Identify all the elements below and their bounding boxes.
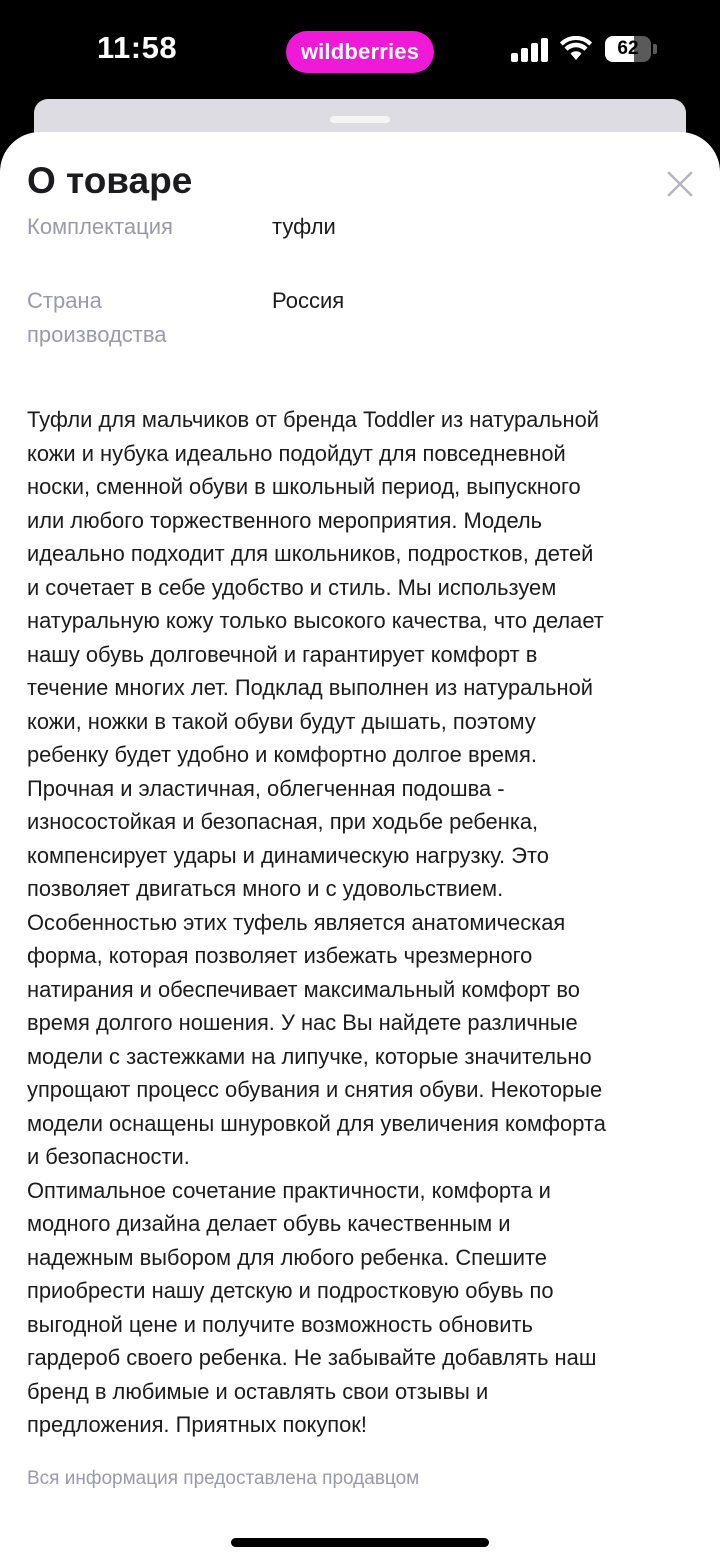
sheet-drag-handle[interactable]	[330, 116, 390, 123]
sheet-title: О товаре	[27, 160, 193, 201]
status-bar	[0, 0, 720, 100]
spec-label: Страна производства	[27, 288, 167, 347]
home-indicator[interactable]	[231, 1538, 489, 1547]
spec-value: Россия	[272, 288, 345, 313]
close-icon[interactable]	[660, 164, 700, 204]
seller-info-note: Вся информация предоставлена продавцом	[27, 1468, 420, 1489]
brand-logo-pill: wildberries	[286, 31, 434, 73]
product-description: Туфли для мальчиков от бренда Toddler из натуральной кожи и нубука идеально подойдут для повседневной носки, сменной обуви в школьный период, выпускного или любого торжественного мероприятия. Модель идеально подходит для школьников, подростков, детей и сочетает в себе удобство и стиль. Мы используем натуральную кожу только высокого качества, что делает нашу обувь долговечной и гарантирует комфорт в течение многих лет. Подклад выполнен из натуральной кожи, ножки в такой обуви будут дышать, поэтому ребенку будет удобно и комфортно долгое время. Прочная и эластичная, облегченная подошва - износостойкая и безопасная, при ходьбе ребенка, компенсирует удары и динамическую нагрузку. Это позволяет двигаться много и с удовольствием. Особенностью этих туфель является анатомическая форма, которая позволяет избежать чрезмерного натирания и обеспечивает максимальный комфорт во время долгого ношения. У нас Вы найдете различные модели с застежками на липучке, которые значительно упрощают процесс обувания и снятия обуви. Некоторые модели оснащены шнуровкой для увеличения комфорта и безопасности. Оптимальное сочетание практичности, комфорта и модного дизайна делает обувь качественным и надежным выбором для любого ребенка. Спешите приобрести нашу детскую и подростковую обувь по выгодной цене и получите возможность обновить гардероб своего ребенка. Не забывайте добавлять наш бренд в любимые и оставлять свои отзывы и предложения. Приятных покупок!	[27, 407, 606, 1437]
status-time: 11:58	[97, 30, 178, 65]
spec-value: туфли	[272, 214, 336, 239]
battery-tip	[653, 44, 657, 54]
spec-label: Комплектация	[27, 214, 173, 239]
wifi-icon	[560, 36, 592, 62]
product-info-sheet	[0, 132, 720, 1561]
battery-percent: 62	[617, 38, 639, 59]
cellular-signal-icon	[511, 38, 549, 62]
battery-icon	[605, 36, 651, 62]
